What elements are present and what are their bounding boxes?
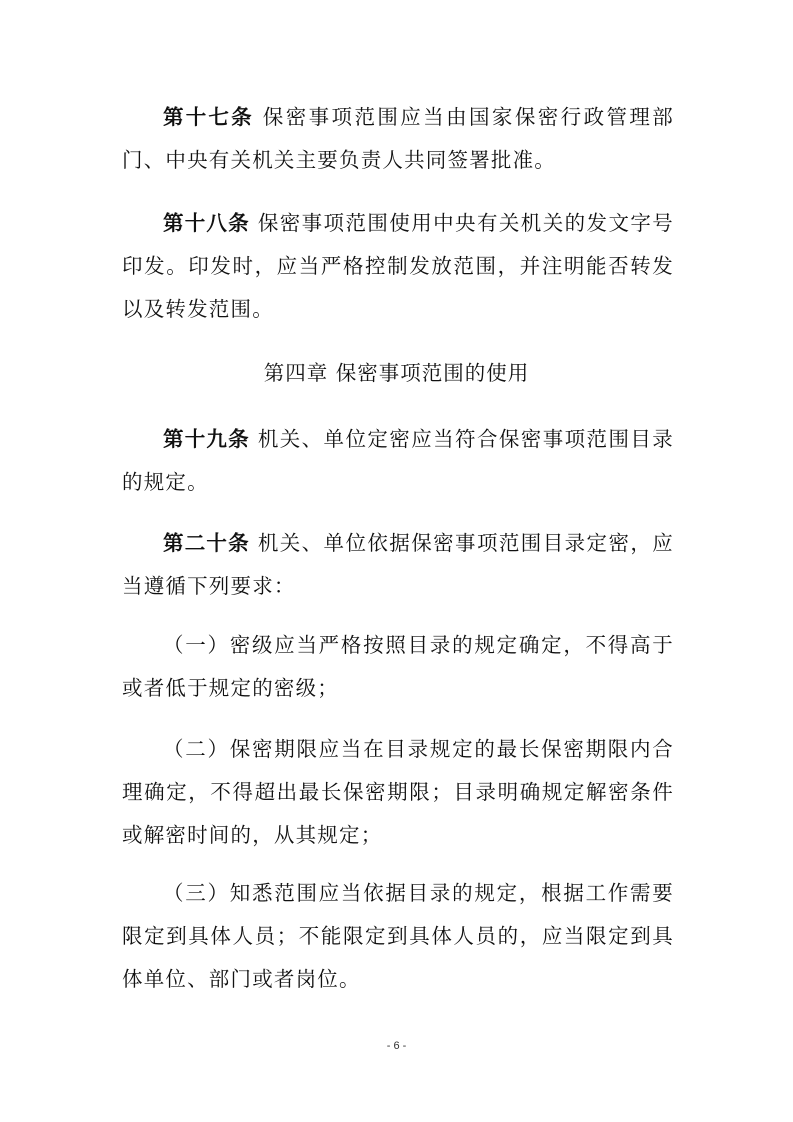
list-item-1 (122, 624, 674, 710)
article-label: 第十八条 (163, 211, 250, 235)
article-label: 第二十条 (163, 531, 250, 555)
page-number: - 6 - (386, 1040, 407, 1052)
list-item-3 (122, 872, 674, 1001)
list-item-text: （一）密级应当严格按照目录的规定确定，不得高于或者低于规定的密级； (122, 633, 674, 700)
article-20 (122, 522, 674, 608)
list-item-text: （三）知悉范围应当依据目录的规定，根据工作需要限定到具体人员；不能限定到具体人员的，应当限定到具体单位、部门或者岗位。 (122, 881, 674, 991)
article-text: 保密事项范围应当由国家保密行政管理部门、中央有关机关主要负责人共同签署批准。 (122, 105, 675, 172)
article-text: 机关、单位依据保密事项范围目录定密，应当遵循下列要求： (122, 531, 674, 598)
article-17 (122, 96, 674, 182)
article-19 (122, 418, 674, 504)
article-label: 第十七条 (163, 105, 254, 129)
list-item-2 (122, 728, 674, 857)
article-text: 机关、单位定密应当符合保密事项范围目录的规定。 (122, 427, 674, 494)
article-label: 第十九条 (163, 427, 250, 451)
article-text: 保密事项范围使用中央有关机关的发文字号印发。印发时，应当严格控制发放范围，并注明能否转发以及转发范围。 (122, 211, 674, 321)
chapter-title: 第四章 保密事项范围的使用 (263, 361, 530, 385)
list-item-text: （二）保密期限应当在目录规定的最长保密期限内合理确定，不得超出最长保密期限；目录明确规定解密条件或解密时间的，从其规定； (122, 737, 674, 847)
article-18 (122, 202, 674, 331)
